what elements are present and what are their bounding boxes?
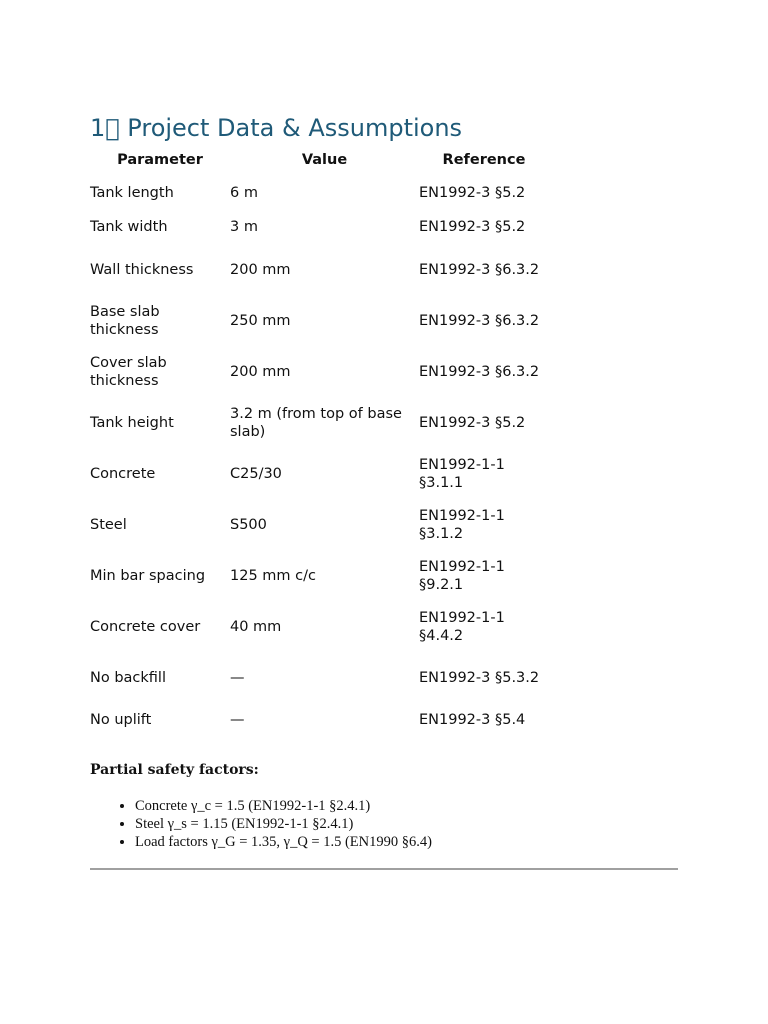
cell-parameter: Concrete bbox=[90, 465, 156, 482]
table-row bbox=[90, 652, 549, 703]
cell-parameter: Min bar spacing bbox=[90, 567, 206, 584]
header-reference: Reference bbox=[442, 152, 526, 168]
cell-parameter: Base slab thickness bbox=[90, 303, 160, 338]
cell-reference: EN1992-3 §6.3.2 bbox=[419, 261, 540, 278]
cell-parameter: Steel bbox=[90, 516, 127, 533]
cell-parameter: Wall thickness bbox=[90, 261, 194, 278]
cell-reference: EN1992-3 §6.3.2 bbox=[419, 363, 540, 380]
cell-parameter: Tank length bbox=[90, 185, 174, 201]
cell-value: S500 bbox=[230, 516, 267, 533]
table-row bbox=[90, 397, 549, 448]
cell-reference: EN1992-1-1 §9.2.1 bbox=[419, 558, 505, 593]
cell-value: 6 m bbox=[230, 185, 258, 201]
cell-value: 3.2 m (from top of base slab) bbox=[230, 405, 402, 440]
table-row bbox=[90, 550, 549, 601]
table-row bbox=[90, 601, 549, 652]
safety-factors-list bbox=[90, 797, 432, 851]
cell-reference: EN1992-3 §5.2 bbox=[419, 219, 526, 235]
table-row bbox=[90, 703, 549, 737]
cell-value: 40 mm bbox=[230, 618, 282, 635]
header-parameter: Parameter bbox=[117, 152, 203, 168]
cell-reference: EN1992-1-1 §4.4.2 bbox=[419, 609, 505, 644]
section-title: 1⃣ Project Data & Assumptions bbox=[90, 114, 463, 142]
cell-parameter: Tank width bbox=[90, 219, 168, 235]
cell-parameter: No uplift bbox=[90, 712, 152, 728]
cell-value: 250 mm bbox=[230, 312, 291, 329]
list-item: • Load factors γ_G = 1.35, γ_Q = 1.5 (EN1990 §6.4) bbox=[135, 833, 432, 851]
cell-parameter: Cover slab thickness bbox=[90, 354, 167, 389]
table-header-row bbox=[90, 150, 549, 176]
section-divider bbox=[90, 868, 678, 870]
table-row bbox=[90, 499, 549, 550]
cell-parameter: Concrete cover bbox=[90, 618, 201, 635]
cell-reference: EN1992-3 §5.2 bbox=[419, 414, 526, 431]
cell-value: — bbox=[230, 669, 245, 686]
header-value: Value bbox=[301, 152, 348, 168]
table-row bbox=[90, 295, 549, 346]
cell-parameter: Tank height bbox=[90, 414, 174, 431]
table-row bbox=[90, 448, 549, 499]
table-row bbox=[90, 244, 549, 295]
cell-parameter: No backfill bbox=[90, 669, 166, 686]
cell-reference: EN1992-3 §6.3.2 bbox=[419, 312, 540, 329]
cell-reference: EN1992-3 §5.4 bbox=[419, 712, 526, 728]
cell-reference: EN1992-3 §5.2 bbox=[419, 185, 526, 201]
cell-reference: EN1992-1-1 §3.1.1 bbox=[419, 456, 505, 491]
cell-value: 200 mm bbox=[230, 363, 291, 380]
cell-value: 200 mm bbox=[230, 261, 291, 278]
cell-reference: EN1992-1-1 §3.1.2 bbox=[419, 507, 505, 542]
list-item: • Concrete γ_c = 1.5 (EN1992-1-1 §2.4.1) bbox=[135, 797, 432, 815]
table-row bbox=[90, 346, 549, 397]
table-row bbox=[90, 176, 549, 210]
list-item: • Steel γ_s = 1.15 (EN1992-1-1 §2.4.1) bbox=[135, 815, 432, 833]
cell-value: — bbox=[230, 712, 245, 728]
safety-factors-heading: Partial safety factors: bbox=[90, 762, 259, 778]
cell-value: C25/30 bbox=[230, 465, 282, 482]
cell-value: 125 mm c/c bbox=[230, 567, 316, 584]
cell-value: 3 m bbox=[230, 219, 258, 235]
table-row bbox=[90, 210, 549, 244]
project-data-table bbox=[90, 150, 549, 737]
cell-reference: EN1992-3 §5.3.2 bbox=[419, 669, 540, 686]
